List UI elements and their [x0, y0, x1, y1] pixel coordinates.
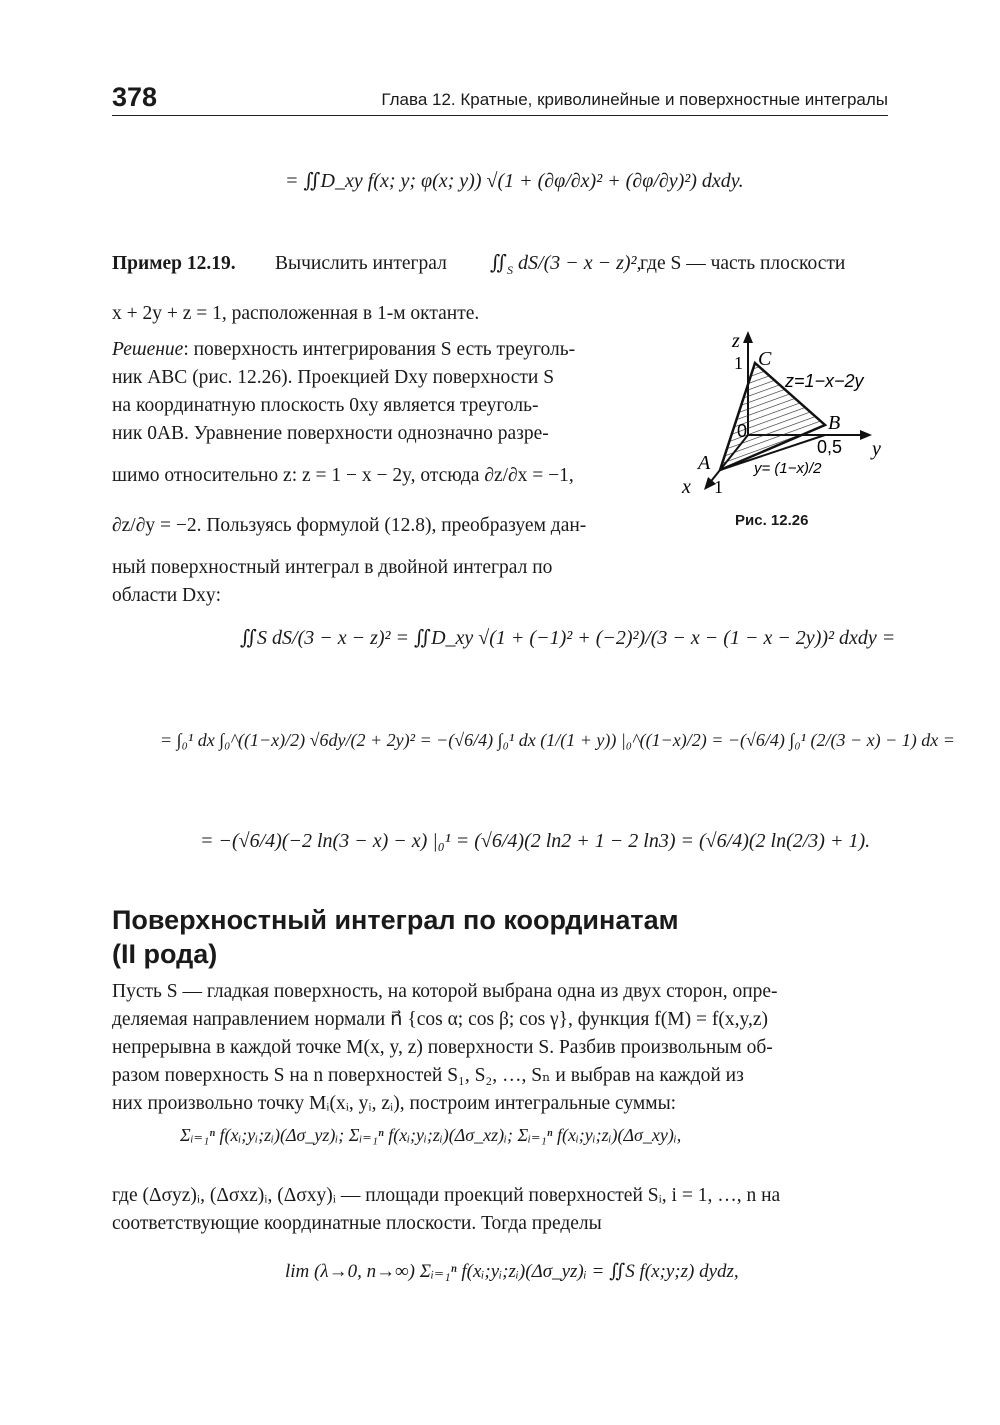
label-c: C — [758, 348, 772, 370]
label-a: A — [698, 452, 711, 474]
solution-line-2: на координатную плоскость 0xy является треуголь- — [112, 395, 539, 416]
example-integral: $∬_S$ dS/(3 − x − z)², — [490, 252, 642, 277]
after-sums-line-0: где (Δσyz)ᵢ, (Δσxz)ᵢ, (Δσxy)ᵢ — площади проекций поверхностей Sᵢ, i = 1, …, n на — [112, 1185, 781, 1206]
label-line-eq: y= (1−x)/2 — [754, 460, 822, 477]
paragraph-line-3: разом поверхность S на n поверхностей S₁, S₂, …, Sₙ и выбрав на каждой из — [112, 1065, 744, 1086]
section-heading-line-2: (II рода) — [112, 939, 218, 969]
example-line-2: x + 2y + z = 1, расположенная в 1-м октанте. — [112, 303, 480, 324]
section-paragraph — [112, 978, 892, 1118]
section-heading — [112, 903, 679, 971]
label-z1: 1 — [734, 353, 743, 373]
z-axis-arrow-icon — [743, 331, 753, 343]
solution-line-1: ник ABC (рис. 12.26). Проекцией Dxy поверхности S — [112, 367, 555, 388]
after-sums-paragraph — [112, 1182, 892, 1238]
formula-surface-to-double: = ∬D_xy f(x; y; φ(x; y)) √(1 + (∂φ/∂x)² + (∂φ/∂y)²) dxdy. — [285, 170, 744, 192]
label-x: x — [682, 476, 691, 498]
solution-label: Решение — [112, 339, 184, 360]
formula-conversion: ∬S dS/(3 − x − z)² = ∬D_xy √(1 + (−1)² + (−2)²)/(3 − x − (1 − x − 2y))² dxdy = — [240, 627, 896, 649]
solution-line-3: ник 0AB. Уравнение поверхности однозначно разре- — [112, 423, 549, 444]
label-plane-eq: z=1−x−2y — [785, 371, 864, 391]
solution-line-5: ∂z/∂y = −2. Пользуясь формулой (12.8), преобразуем дан- — [112, 515, 587, 536]
example-text-1: Вычислить интеграл — [275, 253, 447, 274]
label-z: z — [732, 330, 740, 352]
paragraph-line-0: Пусть S — гладкая поверхность, на которой выбрана одна из двух сторон, опре- — [112, 981, 778, 1002]
formula-evaluation: = ∫₀¹ dx ∫₀^((1−x)/2) √6dy/(2 + 2y)² = −(√6/4) ∫₀¹ dx (1/(1 + y)) |₀^((1−x)/2) = −(√6/4) ∫₀¹ (2/(3 − x) − 1) dx = — [160, 730, 955, 750]
page-number: 378 — [112, 82, 158, 112]
paragraph-line-1: деляемая направлением нормали n⃗ {cos α; cos β; cos γ}, функция f(M) = f(x,y,z) — [112, 1009, 768, 1030]
section-heading-line-1: Поверхностный интеграл по координатам — [112, 905, 679, 935]
solution-line-4: шимо относительно z: z = 1 − x − 2y, отсюда ∂z/∂x = −1, — [112, 465, 574, 486]
solution-line-0: Решение: поверхность интегрирования S есть треуголь- — [112, 339, 576, 360]
example-label: Пример 12.19. — [112, 253, 236, 274]
formula-result: = −(√6/4)(−2 ln(3 − x) − x) |₀¹ = (√6/4)(2 ln2 + 1 − 2 ln3) = (√6/4)(2 ln(2/3) + 1). — [200, 830, 871, 852]
figure-caption: Рис. 12.26 — [735, 512, 809, 529]
example-text-2: где S — часть плоскости — [640, 253, 846, 274]
solution-line-6: ный поверхностный интеграл в двойной интеграл по — [112, 557, 553, 578]
header-rule — [112, 115, 888, 116]
formula-integral-sums: Σᵢ₌₁ⁿ f(xᵢ;yᵢ;zᵢ)(Δσ_yz)ᵢ; Σᵢ₌₁ⁿ f(xᵢ;yᵢ;zᵢ)(Δσ_xz)ᵢ; Σᵢ₌₁ⁿ f(xᵢ;yᵢ;zᵢ)(Δσ_xy)ᵢ, — [180, 1125, 682, 1145]
label-y: y — [872, 438, 881, 460]
chapter-title: Глава 12. Кратные, криволинейные и поверхностные интегралы — [381, 90, 888, 109]
paragraph-line-4: них произвольно точку Mᵢ(xᵢ, yᵢ, zᵢ), построим интегральные суммы: — [112, 1093, 677, 1114]
y-axis-arrow-icon — [860, 430, 872, 440]
label-x1: 1 — [714, 477, 723, 497]
paragraph-line-2: непрерывна в каждой точке M(x, y, z) поверхности S. Разбив произвольным об- — [112, 1037, 773, 1058]
label-b: B — [828, 412, 841, 434]
solution-block — [112, 336, 642, 610]
after-sums-line-1: соответствующие координатные плоскости. Тогда пределы — [112, 1213, 602, 1234]
label-y05: 0,5 — [817, 437, 843, 457]
solution-line-7: области Dxy: — [112, 585, 222, 606]
figure-12-26 — [680, 325, 900, 500]
formula-limit: lim (λ→0, n→∞) Σᵢ₌₁ⁿ f(xᵢ;yᵢ;zᵢ)(Δσ_yz)ᵢ = ∬S f(x;y;z) dydz, — [285, 1261, 739, 1282]
label-origin: 0 — [737, 421, 748, 441]
